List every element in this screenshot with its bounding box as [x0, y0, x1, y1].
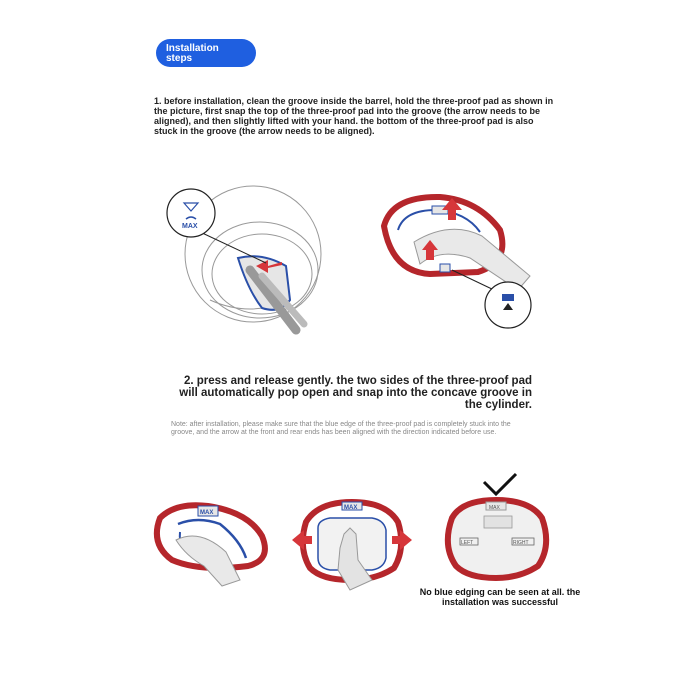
- step-2-instructions: 2. press and release gently. the two sides of the three-proof pad will automatically pop open and snap into the concave groove in the cylinder.: [179, 375, 532, 411]
- figure-5-right-label: RIGHT: [513, 540, 529, 546]
- badge-line-2: steps: [166, 53, 193, 64]
- success-caption: No blue edging can be seen at all. the installation was successful: [419, 587, 581, 607]
- figure-1-max-label: MAX: [182, 223, 198, 230]
- figure-4-pad: [303, 502, 401, 590]
- checkmark-icon: [484, 474, 516, 494]
- figure-4-max-label: MAX: [344, 505, 358, 511]
- step-1-instructions: 1. before installation, clean the groove inside the barrel, hold the three-proof pad as shown in the picture, first snap the top of the three-proof pad into the groove (the arrow needs to be aligned), and then slightly lifted with your hand. the bottom of the three-proof pad is also stuck in the groove (the arrow needs to be aligned).: [154, 96, 554, 136]
- badge-line-1: Installation: [166, 43, 219, 54]
- installation-note: Note: after installation, please make sure that the blue edge of the three-proof pad is completely stuck into the groove, and the arrow at the front and rear ends has been aligned with the direction indicated before use.: [171, 421, 511, 436]
- figure-3-pad: [157, 505, 265, 586]
- figure-3-max-label: MAX: [200, 510, 214, 516]
- figure-2-magnifier: [485, 282, 531, 328]
- figure-1-magnifier: [167, 189, 215, 237]
- figure-5-pad: [448, 500, 546, 578]
- figure-5-left-label: LEFT: [461, 540, 474, 546]
- figure-5-max-label: MAX: [489, 505, 500, 511]
- figure-1-callout-line: [198, 231, 266, 263]
- figure-2-pad: [384, 197, 530, 290]
